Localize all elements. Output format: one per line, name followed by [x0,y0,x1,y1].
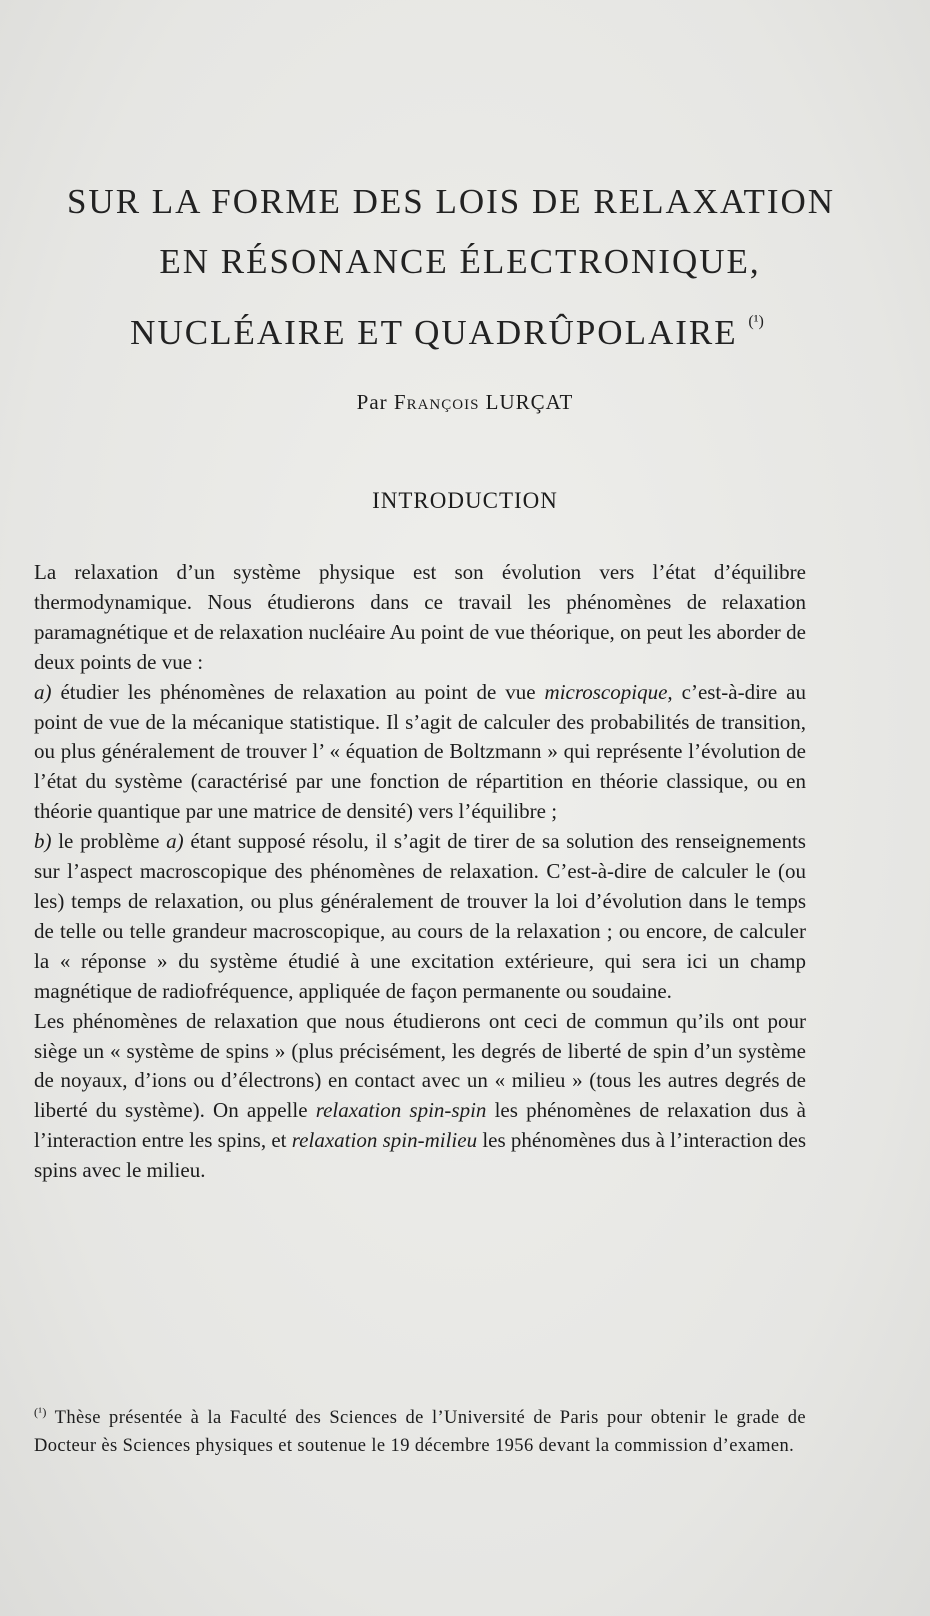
section-heading: INTRODUCTION [372,488,558,513]
author-last-name: LURÇAT [485,390,574,414]
paragraph-2-text-b: c’est-à-dire au point de vue de la mécanique statistique. Il s’agit de calculer des probabilités de transition, ou plus généralement de trouver l’ « équation de Boltzmann » qui représente l’évolution de l’état du système (caractérisé par une fonction de répartition en théorie classique, ou en théorie quantique par une matrice de densité) vers l’équilibre ; [34,679,806,824]
paragraph-1: La relaxation d’un système physique est son évolution vers l’état d’équilibre thermodynamique. Nous étudierons dans ce travail les phénomènes de relaxation paramagnétique et de relaxation nucléaire Au point de vue théorique, on peut les aborder de deux points de vue : [34,560,806,674]
paragraph-4 [34,1007,806,1186]
footnote [34,1398,806,1460]
paragraph-3-text-b: étant supposé résolu, il s’agit de tirer de sa solution des renseignements sur l’aspect macroscopique des phénomènes de relaxation. C’est-à-dire de calculer le (ou les) temps de relaxation, ou plus généralement de trouver la loi d’évolution dans le temps de telle ou telle grandeur macroscopique, au cours de la relaxation ; ou encore, de calculer la « réponse » du système étudié à une excitation extérieure, qui sera ici un champ magnétique de radiofréquence, appliquée de façon permanente ou soudaine. [34,829,806,1003]
paragraph-4-text-a: Les phénomènes de relaxation que nous étudierons ont ceci de commun qu’ils ont pour siège un « système de spins » (plus précisément, les degrés de liberté de spin d’un système de noyaux, d’ions ou d’électrons) en contact avec un « milieu » (tous les autres degrés de liberté du système). On appelle [34,1008,806,1123]
paragraph-2-emphasis: microscopique, [544,679,673,704]
footnote-mark: (¹) [34,1405,47,1419]
title-line-1: SUR LA FORME DES LOIS DE RELAXATION [66,182,836,221]
title-line-3-text: NUCLÉAIRE ET QUADRÛPOLAIRE [130,313,738,352]
paragraph-3-emphasis: a) [166,829,184,854]
title-line-3 [0,292,900,363]
term-spin-milieu: relaxation spin-milieu [291,1128,478,1153]
paragraph-2-label: a) [34,679,52,704]
paragraph-3-text-a: le problème [51,829,167,854]
body-text [34,558,806,1186]
paragraph-4-text-c: les phénomènes dus à l’interaction des spins avec le milieu. [34,1128,807,1183]
paper-title [20,172,900,363]
paragraph-2-text-a: étudier les phénomènes de relaxation au point de vue [51,679,545,704]
title-footnote-mark: (¹) [748,313,764,330]
paragraph-2 [34,678,806,828]
paragraph-3-label: b) [34,829,52,854]
paragraph-4-text-b: les phénomènes de relaxation dus à l’interaction entre les spins, et [34,1098,806,1153]
paragraph-3 [34,827,806,1006]
author-prefix: Par [356,390,388,414]
term-spin-spin: relaxation spin-spin [315,1098,487,1123]
footnote-text: Thèse présentée à la Faculté des Sciences de l’Université de Paris pour obtenir le grade de Docteur ès Sciences physiques et soutenue le 19 décembre 1956 devant la commission d’examen. [34,1408,806,1457]
title-line-2: EN RÉSONANCE ÉLECTRONIQUE, [159,242,761,281]
author-first-name: François [393,390,480,414]
author-line [0,390,930,415]
